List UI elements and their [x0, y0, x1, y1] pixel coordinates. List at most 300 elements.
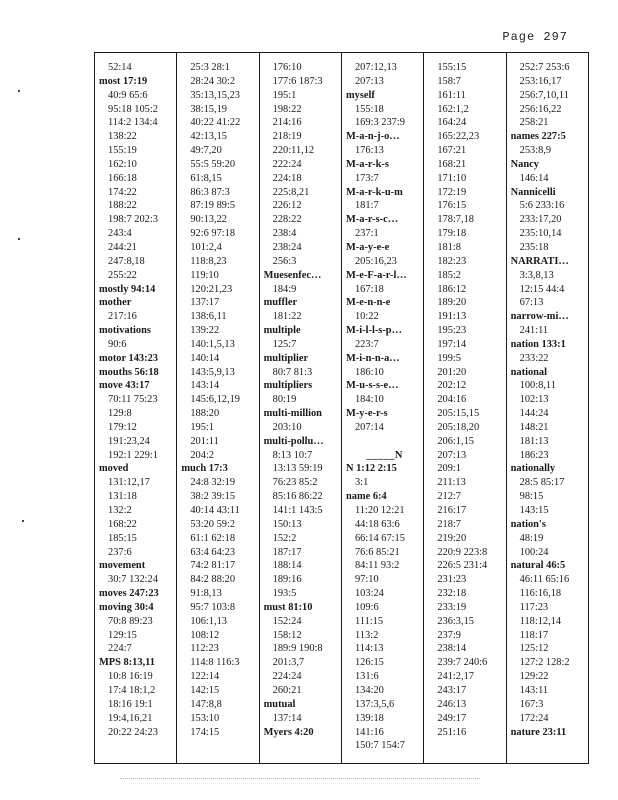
page-line-ref: 238:14: [437, 643, 467, 655]
page-line-ref: 118:17: [519, 629, 549, 641]
index-term: M-y-e-r-s: [345, 408, 388, 420]
page-line-ref: 239:7 240:6: [437, 657, 488, 669]
page-line-ref: 195:23: [437, 325, 467, 337]
page-line-ref: 28:5 85:17: [519, 477, 565, 489]
page-line-ref: 217:16: [108, 311, 137, 323]
page-line-ref: 48:19: [519, 532, 544, 544]
page-line-ref: 126:15: [354, 657, 384, 669]
page-line-ref: 256:7,10,11: [519, 89, 569, 101]
page-line-ref: 193:5: [272, 588, 297, 600]
page-line-ref: 226:5 231:4: [437, 560, 488, 572]
page-line-ref: 44:18 63:6: [354, 518, 400, 530]
page-line-ref: 40:22 41:22: [190, 117, 241, 129]
index-term: nature 23:11: [510, 726, 567, 738]
page-line-ref: 95:18 105:2: [108, 103, 158, 115]
page-line-ref: 201:3,7: [272, 657, 305, 669]
page-line-ref: 237:1: [354, 228, 379, 240]
page-line-ref: 238:4: [272, 228, 297, 240]
page-line-ref: 172:19: [437, 186, 467, 198]
page-line-ref: 35:13,15,23: [190, 89, 240, 101]
page-line-ref: 112:23: [190, 643, 219, 655]
page-line-ref: 152:24: [272, 615, 302, 627]
index-term: M-i-n-n-a…: [345, 352, 400, 364]
page-line-ref: 207:14: [354, 421, 384, 433]
index-term: nation's: [510, 518, 546, 530]
page-line-ref: 181:7: [354, 200, 379, 212]
index-term: move 43:17: [99, 380, 150, 392]
index-term: multi-million: [263, 408, 322, 420]
page-line-ref: 114:2 134:4: [108, 117, 158, 129]
page-line-ref: 102:13: [519, 394, 549, 406]
page-line-ref: 185:2: [437, 269, 461, 281]
page-line-ref: 205:15,15: [437, 408, 480, 420]
page-line-ref: 143:11: [519, 684, 549, 696]
page-line-ref: 76:6 85:21: [354, 546, 400, 558]
page-line-ref: 70:8 89:23: [108, 615, 153, 627]
page-line-ref: 197:14: [437, 338, 467, 350]
page-line-ref: 143:14: [190, 380, 220, 392]
index-term: national: [510, 366, 548, 378]
page-line-ref: 13:13 59:19: [272, 463, 323, 475]
page-line-ref: 220:9 223:8: [437, 546, 488, 558]
page-line-ref: 218:7: [437, 518, 461, 530]
index-term: mouths 56:18: [99, 366, 159, 378]
page-line-ref: 202:12: [437, 380, 467, 392]
page-line-ref: 11:20 12:21: [354, 505, 405, 516]
page-line-ref: 181:8: [437, 241, 461, 253]
scan-speck: [18, 90, 20, 92]
page-line-ref: 204:16: [437, 394, 467, 406]
page-line-ref: 139:18: [354, 712, 384, 724]
page-line-ref: 189:9 190:8: [272, 643, 323, 655]
index-term: N 1:12 2:15: [345, 463, 397, 475]
page-line-ref: 233:19: [437, 601, 467, 613]
page-line-ref: 195:1: [272, 89, 297, 101]
page-line-ref: 38:2 39:15: [190, 491, 236, 503]
section-letter: _____N: [366, 449, 403, 461]
page-line-ref: 155:15: [437, 62, 467, 73]
page-line-ref: 189:16: [272, 574, 302, 586]
page-line-ref: 148:21: [519, 421, 549, 433]
index-column-5: [424, 53, 506, 763]
page-line-ref: 186:12: [437, 283, 467, 295]
index-term: moved: [99, 463, 129, 475]
page-line-ref: 55:5 59:20: [190, 158, 236, 170]
page-line-ref: 103:24: [354, 588, 384, 600]
page-line-ref: 139:22: [190, 325, 220, 337]
page-line-ref: 109:6: [354, 601, 379, 613]
index-term: must 81:10: [263, 601, 313, 613]
page-line-ref: 206:1,15: [437, 435, 474, 447]
page-line-ref: 153:10: [190, 712, 220, 724]
page-line-ref: 235:10,14: [519, 228, 562, 240]
page-line-ref: 152:2: [272, 532, 297, 544]
page-line-ref: 116:16,18: [519, 588, 562, 600]
page-line-ref: 167:3: [519, 698, 544, 710]
index-term: M-e-F-a-r-l…: [345, 269, 407, 281]
index-term: muffler: [263, 297, 298, 309]
page-line-ref: 256:16,22: [519, 103, 562, 115]
page-line-ref: 129:22: [519, 671, 549, 683]
page-line-ref: 176:13: [354, 145, 384, 157]
page-line-ref: 203:10: [272, 421, 302, 433]
index-term: name 6:4: [345, 491, 387, 503]
page-line-ref: 122:14: [190, 671, 220, 683]
page-line-ref: 238:24: [272, 241, 302, 253]
page-line-ref: 138:6,11: [190, 311, 227, 323]
page-line-ref: 184:10: [354, 394, 384, 406]
page-line-ref: 143:15: [519, 505, 549, 516]
index-term: moves 247:23: [99, 588, 159, 600]
page-line-ref: 171:10: [437, 172, 467, 184]
index-term: narrow-mi…: [510, 311, 569, 323]
page-line-ref: 87:19 89:5: [190, 200, 236, 212]
page-line-ref: 191:23,24: [108, 435, 150, 447]
page-line-ref: 181:22: [272, 311, 302, 323]
index-term: multi-pollu…: [263, 435, 324, 447]
page-line-ref: 241:11: [519, 325, 549, 337]
page-line-ref: 188:14: [272, 560, 302, 572]
page-line-ref: 166:18: [108, 172, 137, 184]
page-line-ref: 155:18: [354, 103, 384, 115]
page-line-ref: 118:8,23: [190, 255, 227, 267]
page-line-ref: 61:8,15: [190, 172, 222, 184]
page-line-ref: 20:22 24:23: [108, 726, 158, 738]
page-line-ref: 8:13 10:7: [272, 449, 313, 461]
index-term: NARRATI…: [510, 255, 569, 267]
page-line-ref: 246:13: [437, 698, 467, 710]
page-line-ref: 223:7: [354, 338, 379, 350]
index-term: natural 46:5: [510, 560, 566, 572]
page-line-ref: 207:13: [437, 449, 467, 461]
index-term: moving 30:4: [99, 601, 154, 613]
page-line-ref: 199:5: [437, 352, 461, 364]
page-line-ref: 235:18: [519, 241, 549, 253]
index-term: mostly 94:14: [99, 283, 156, 295]
page-line-ref: 101:2,4: [190, 241, 222, 253]
page-line-ref: 118:12,14: [519, 615, 562, 627]
page-line-ref: 237:6: [108, 546, 132, 558]
page-line-ref: 181:13: [519, 435, 549, 447]
index-term: M-u-s-s-e…: [345, 380, 399, 392]
page-line-ref: 188:20: [190, 408, 220, 420]
index-column-4: [342, 53, 424, 763]
page-line-ref: 92:6 97:18: [190, 228, 236, 240]
page-line-ref: 192:1 229:1: [108, 449, 158, 461]
page-line-ref: 85:16 86:22: [272, 491, 323, 503]
page-line-ref: 165:22,23: [437, 131, 480, 143]
index-term: M-a-r-s-c…: [345, 214, 399, 226]
page-line-ref: 186:23: [519, 449, 549, 461]
page-line-ref: 19:4,16,21: [108, 712, 153, 724]
page-line-ref: 224:24: [272, 671, 302, 683]
page-line-ref: 185:15: [108, 532, 137, 544]
page-line-ref: 90:6: [108, 338, 127, 350]
page-line-ref: [346, 435, 423, 449]
page-line-ref: 225:8,21: [272, 186, 310, 198]
page-line-ref: 98:15: [519, 491, 544, 503]
page-line-ref: 211:13: [437, 477, 466, 489]
page-line-ref: 150:13: [272, 518, 302, 530]
page-line-ref: 90:13,22: [190, 214, 227, 226]
page-line-ref: 84:2 88:20: [190, 574, 236, 586]
page-line-ref: 224:7: [108, 643, 132, 655]
page-line-ref: 86:3 87:3: [190, 186, 230, 198]
page-line-ref: 40:9 65:6: [108, 89, 148, 101]
page-line-ref: 179:12: [108, 421, 137, 433]
page-line-ref: 253:8,9: [519, 145, 552, 157]
page-line-ref: 18:16 19:1: [108, 698, 153, 710]
index-term: Nannicelli: [510, 186, 556, 198]
page-line-ref: 233:17,20: [519, 214, 562, 226]
page-line-ref: 117:23: [519, 601, 549, 613]
page-line-ref: 100:24: [519, 546, 549, 558]
page-line-ref: 120:21,23: [190, 283, 233, 295]
page-line-ref: 17:4 18:1,2: [108, 684, 156, 696]
page-line-ref: 40:14 43:11: [190, 505, 240, 516]
page-line-ref: 111:15: [354, 615, 384, 627]
page-line-ref: 131:18: [108, 491, 137, 503]
page-line-ref: 114:13: [354, 643, 384, 655]
page-line-ref: 201:11: [190, 435, 219, 447]
page-line-ref: 207:12,13: [354, 62, 397, 73]
page-line-ref: 255:22: [108, 269, 137, 281]
index-term: much 17:3: [181, 463, 228, 475]
page-line-ref: 63:4 64:23: [190, 546, 236, 558]
page-line-ref: 243:17: [437, 684, 467, 696]
page-line-ref: 147:8,8: [190, 698, 222, 710]
page-line-ref: 12:15 44:4: [519, 283, 565, 295]
page-line-ref: 260:21: [272, 684, 302, 696]
index-term: motivations: [99, 325, 151, 337]
page-line-ref: 155:19: [108, 145, 137, 157]
page-line-ref: 25:3 28:1: [190, 62, 230, 73]
page-line-ref: 144:24: [519, 408, 549, 420]
page-line-ref: 253:16,17: [519, 75, 562, 87]
page-line-ref: 141:1 143:5: [272, 505, 323, 516]
page-line-ref: 178:7,18: [437, 214, 474, 226]
page-line-ref: 125:7: [272, 338, 297, 350]
page-line-ref: 251:16: [437, 726, 467, 738]
index-column-2: [177, 53, 259, 763]
page-line-ref: 161:11: [437, 89, 466, 101]
page-line-ref: 233:22: [519, 352, 549, 364]
index-term: mutual: [263, 698, 296, 710]
index-term: myself: [345, 89, 375, 101]
page-line-ref: 108:12: [190, 629, 220, 641]
page-line-ref: 158:7: [437, 75, 461, 87]
page-line-ref: 182:23: [437, 255, 467, 267]
page-line-ref: 61:1 62:18: [190, 532, 236, 544]
page-line-ref: 10:8 16:19: [108, 671, 153, 683]
index-term: multiplier: [263, 352, 309, 364]
page-line-ref: 198:22: [272, 103, 302, 115]
page-line-ref: 91:8,13: [190, 588, 222, 600]
index-column-3: [260, 53, 342, 763]
page-line-ref: 177:6 187:3: [272, 75, 323, 87]
index-term: most 17:19: [99, 75, 148, 87]
page-line-ref: 141:16: [354, 726, 384, 738]
index-term: nationally: [510, 463, 556, 475]
index-term: M-a-n-j-o…: [345, 131, 400, 143]
page-line-ref: 176:15: [437, 200, 467, 212]
index-term: M-e-n-n-e: [345, 297, 391, 309]
page-line-ref: 113:2: [354, 629, 379, 641]
scan-speck: [22, 520, 24, 522]
page-line-ref: 3:1: [354, 477, 369, 489]
page-line-ref: 127:2 128:2: [519, 657, 570, 669]
page-line-ref: 80:19: [272, 394, 297, 406]
page-line-ref: 80:7 81:3: [272, 366, 313, 378]
page-line-ref: 52:14: [108, 62, 132, 73]
page-line-ref: 168:21: [437, 158, 467, 170]
page-line-ref: 30:7 132:24: [108, 574, 158, 586]
index-column-1: [95, 53, 177, 763]
page-line-ref: 24:8 32:19: [190, 477, 236, 489]
page-line-ref: 137:3,5,6: [354, 698, 395, 710]
page-line-ref: 173:7: [354, 172, 379, 184]
page-line-ref: 218:19: [272, 131, 302, 143]
page-line-ref: 129:15: [108, 629, 137, 641]
page-line-ref: 167:18: [354, 283, 384, 295]
page-line-ref: 134:20: [354, 684, 384, 696]
page-line-ref: 162:1,2: [437, 103, 469, 115]
page-line-ref: 241:2,17: [437, 671, 474, 683]
page-line-ref: 162:10: [108, 158, 137, 170]
index-term: M-a-y-e-e: [345, 241, 390, 253]
page-line-ref: 28:24 30:2: [190, 75, 236, 87]
page-line-ref: 46:11 65:16: [519, 574, 570, 586]
page-line-ref: 129:8: [108, 408, 132, 420]
page-line-ref: 84:11 93:2: [354, 560, 400, 572]
page-line-ref: 220:11,12: [272, 145, 315, 157]
page-line-ref: 132:2: [108, 505, 132, 516]
page-line-ref: 143:5,9,13: [190, 366, 235, 378]
page-line-ref: 256:3: [272, 255, 297, 267]
page-line-ref: 150:7 154:7: [354, 740, 405, 752]
page-line-ref: 174:15: [190, 726, 220, 738]
index-term: M-a-r-k-u-m: [345, 186, 403, 198]
page-line-ref: 236:3,15: [437, 615, 474, 627]
index-term: motor 143:23: [99, 352, 158, 364]
page-line-ref: 226:12: [272, 200, 302, 212]
page-line-ref: 186:10: [354, 366, 384, 378]
page-line-ref: 172:24: [519, 712, 549, 724]
index-term: movement: [99, 560, 146, 572]
page-line-ref: 231:23: [437, 574, 467, 586]
page-line-ref: 67:13: [519, 297, 544, 309]
page-line-ref: 207:13: [354, 75, 384, 87]
scan-speck: [18, 238, 20, 240]
page-line-ref: 198:7 202:3: [108, 214, 158, 226]
page-line-ref: 53:20 59:2: [190, 518, 236, 530]
page-line-ref: 146:14: [519, 172, 549, 184]
page-line-ref: 188:22: [108, 200, 137, 212]
page-line-ref: 195:1: [190, 421, 214, 433]
page-line-ref: 224:18: [272, 172, 302, 184]
scan-smudge: [120, 778, 480, 780]
page-line-ref: 216:17: [437, 505, 467, 516]
page-line-ref: 95:7 103:8: [190, 601, 236, 613]
page-line-ref: 5:6 233:16: [519, 200, 565, 212]
page-line-ref: 258:21: [519, 117, 549, 129]
page-line-ref: 70:11 75:23: [108, 394, 158, 406]
index-table: [94, 52, 589, 764]
page-line-ref: 212:7: [437, 491, 461, 503]
page-line-ref: 142:15: [190, 684, 220, 696]
page-line-ref: 252:7 253:6: [519, 62, 570, 73]
page-line-ref: 204:2: [190, 449, 214, 461]
page-line-ref: 3:3,8,13: [519, 269, 554, 281]
page-line-ref: 42:13,15: [190, 131, 227, 143]
page-line-ref: 184:9: [272, 283, 297, 295]
page-line-ref: 140:1,5,13: [190, 338, 235, 350]
page-line-ref: 228:22: [272, 214, 302, 226]
index-term: mother: [99, 297, 132, 309]
page-line-ref: 74:2 81:17: [190, 560, 236, 572]
page-line-ref: 191:13: [437, 311, 467, 323]
page-line-ref: 205:18,20: [437, 421, 480, 433]
page-line-ref: 106:1,13: [190, 615, 227, 627]
page-line-ref: 219:20: [437, 532, 467, 544]
page-line-ref: 222:24: [272, 158, 302, 170]
page-line-ref: 174:22: [108, 186, 137, 198]
page-line-ref: 249:17: [437, 712, 467, 724]
page-line-ref: 158:12: [272, 629, 302, 641]
page-line-ref: 125:12: [519, 643, 549, 655]
page-line-ref: 214:16: [272, 117, 302, 129]
page-line-ref: 189:20: [437, 297, 467, 309]
page-line-ref: 205:16,23: [354, 255, 397, 267]
page-line-ref: 187:17: [272, 546, 302, 558]
page-number: Page 297: [502, 30, 568, 44]
index-term: M-a-r-k-s: [345, 158, 389, 170]
page-line-ref: 168:22: [108, 518, 137, 530]
page-line-ref: 201:20: [437, 366, 467, 378]
page-line-ref: 167:21: [437, 145, 467, 157]
page-line-ref: 137:17: [190, 297, 220, 309]
page-line-ref: 97:10: [354, 574, 379, 586]
index-term: Myers 4:20: [263, 726, 314, 738]
index-term: names 227:5: [510, 131, 566, 143]
page-line-ref: 237:9: [437, 629, 461, 641]
page-line-ref: 114:8 116:3: [190, 657, 240, 669]
page-line-ref: 243:4: [108, 228, 132, 240]
page-line-ref: 145:6,12,19: [190, 394, 240, 406]
index-column-6: [507, 53, 588, 763]
page-line-ref: 244:21: [108, 241, 137, 253]
page-line-ref: 119:10: [190, 269, 219, 281]
page-line-ref: 169:3 237:9: [354, 117, 405, 129]
page-line-ref: 137:14: [272, 712, 302, 724]
index-term: multipliers: [263, 380, 313, 392]
page-line-ref: 179:18: [437, 228, 467, 240]
page-line-ref: 247:8,18: [108, 255, 145, 267]
page-line-ref: 164:24: [437, 117, 467, 129]
index-term: Nancy: [510, 158, 539, 170]
page-line-ref: 209:1: [437, 463, 461, 475]
index-term: multiple: [263, 325, 301, 337]
index-term: M-i-l-l-s-p…: [345, 325, 402, 337]
page-line-ref: 49:7,20: [190, 145, 222, 157]
page-line-ref: 138:22: [108, 131, 137, 143]
page-line-ref: 131:12,17: [108, 477, 150, 489]
page-line-ref: 66:14 67:15: [354, 532, 405, 544]
index-term: Muesenfec…: [263, 269, 322, 281]
page-line-ref: 100:8,11: [519, 380, 556, 392]
page-line-ref: 232:18: [437, 588, 467, 600]
page-line-ref: 76:23 85:2: [272, 477, 318, 489]
